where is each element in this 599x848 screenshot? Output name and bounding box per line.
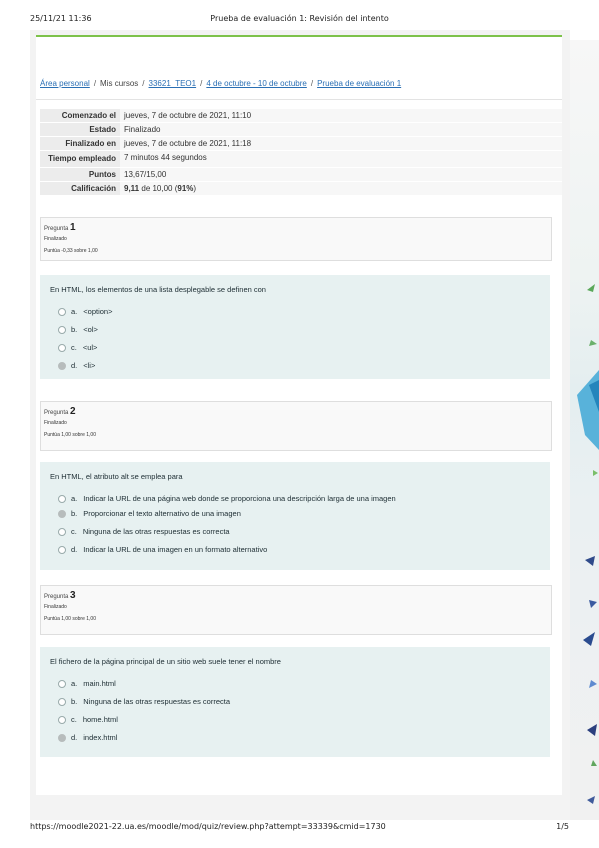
breadcrumb-separator: /	[142, 79, 145, 88]
question-text: En HTML, los elementos de una lista desplegable se definen con	[50, 285, 266, 294]
question-score: Puntúa -0,33 sobre 1,00	[44, 248, 98, 254]
divider	[36, 99, 562, 100]
quiz-review-panel	[36, 35, 562, 795]
question-content-3	[40, 647, 550, 757]
answer-option[interactable]	[58, 697, 230, 706]
answer-option[interactable]	[58, 679, 116, 688]
question-number	[44, 406, 551, 417]
answer-text: Indicar la URL de una imagen en un formato alternativo	[83, 545, 268, 554]
background-art-graphic	[567, 40, 599, 820]
print-doc-title: Prueba de evaluación 1: Revisión del intento	[210, 14, 389, 23]
print-footer	[30, 822, 569, 834]
radio-button-selected[interactable]	[58, 510, 66, 518]
answer-option[interactable]	[58, 715, 118, 724]
answer-letter: d.	[71, 361, 78, 370]
summary-row	[40, 182, 562, 196]
question-content-1	[40, 275, 550, 379]
question-content-2	[40, 462, 550, 570]
breadcrumb-separator: /	[310, 79, 314, 88]
summary-row	[40, 168, 562, 182]
answer-text: main.html	[83, 679, 116, 688]
summary-key: Finalizado en	[40, 137, 120, 151]
answer-text: <ol>	[83, 325, 98, 334]
summary-value-grade	[120, 182, 562, 196]
answer-letter: d.	[71, 733, 78, 742]
grade-max: de 10,00 (	[139, 184, 178, 193]
radio-button[interactable]	[58, 680, 66, 688]
summary-key: Estado	[40, 123, 120, 137]
breadcrumb-course[interactable]: 33621_TEO1	[148, 79, 197, 88]
question-info-2	[40, 401, 552, 451]
question-number-value: 1	[70, 222, 76, 233]
summary-key: Puntos	[40, 168, 120, 182]
radio-button[interactable]	[58, 546, 66, 554]
question-number-value: 3	[70, 590, 76, 601]
answer-text: index.html	[83, 733, 118, 742]
radio-button[interactable]	[58, 698, 66, 706]
answer-letter: a.	[71, 307, 78, 316]
question-number	[44, 590, 551, 601]
summary-value: 13,67/15,00	[120, 168, 562, 182]
accent-bar	[36, 35, 562, 37]
answer-text: <li>	[83, 361, 96, 370]
radio-button[interactable]	[58, 716, 66, 724]
summary-value: jueves, 7 de octubre de 2021, 11:18	[120, 137, 562, 151]
summary-row	[40, 123, 562, 137]
answer-text: Ninguna de las otras respuestas es correcta	[83, 697, 231, 706]
grade-percent: 91%	[177, 184, 194, 193]
answer-letter: c.	[71, 343, 77, 352]
question-label: Pregunta	[44, 226, 69, 232]
question-info-3	[40, 585, 552, 635]
question-info-1	[40, 217, 552, 261]
print-url: https://moodle2021-22.ua.es/moodle/mod/quiz/review.php?attempt=33339&cmid=1730	[30, 822, 386, 831]
grade-close: )	[193, 184, 197, 193]
answer-letter: d.	[71, 545, 78, 554]
print-page-number: 1/5	[556, 822, 569, 831]
question-number-value: 2	[70, 406, 76, 417]
question-label: Pregunta	[44, 410, 69, 416]
answer-text: Indicar la URL de una página web donde se proporciona una descripción larga de una imagen	[83, 494, 396, 503]
question-text: El fichero de la página principal de un sitio web suele tener el nombre	[50, 657, 281, 666]
answer-option[interactable]	[58, 325, 98, 334]
summary-key: Tiempo empleado	[40, 151, 120, 168]
summary-row	[40, 109, 562, 123]
summary-value: jueves, 7 de octubre de 2021, 11:10	[120, 109, 562, 123]
answer-option-selected[interactable]	[58, 509, 241, 518]
summary-key: Calificación	[40, 182, 120, 196]
answer-option[interactable]	[58, 494, 396, 503]
answer-text: <option>	[83, 307, 113, 316]
question-status: Finalizado	[44, 420, 67, 426]
answer-text: Ninguna de las otras respuestas es correcta	[82, 527, 230, 536]
answer-text: home.html	[82, 715, 118, 724]
breadcrumb-quiz[interactable]: Prueba de evaluación 1	[317, 79, 402, 88]
answer-option[interactable]	[58, 307, 112, 316]
answer-option[interactable]	[58, 527, 230, 536]
summary-row	[40, 137, 562, 151]
answer-option[interactable]	[58, 545, 267, 554]
question-score: Puntúa 1,00 sobre 1,00	[44, 432, 96, 438]
answer-option[interactable]	[58, 343, 97, 352]
summary-row	[40, 151, 562, 168]
breadcrumb-separator: /	[200, 79, 203, 88]
question-number	[44, 222, 551, 233]
radio-button[interactable]	[58, 308, 66, 316]
answer-letter: a.	[71, 679, 78, 688]
breadcrumb-separator: /	[93, 79, 97, 88]
answer-letter: c.	[71, 527, 77, 536]
grade-value: 9,11	[124, 184, 140, 193]
print-datetime: 25/11/21 11:36	[30, 14, 92, 23]
answer-text: Proporcionar el texto alternativo de una imagen	[83, 509, 241, 518]
radio-button[interactable]	[58, 344, 66, 352]
radio-button[interactable]	[58, 528, 66, 536]
answer-letter: b.	[71, 509, 78, 518]
answer-letter: c.	[71, 715, 77, 724]
breadcrumb-mis-cursos: Mis cursos	[100, 79, 139, 88]
radio-button-selected[interactable]	[58, 734, 66, 742]
summary-key: Comenzado el	[40, 109, 120, 123]
answer-letter: b.	[71, 325, 78, 334]
question-score: Puntúa 1,00 sobre 1,00	[44, 616, 96, 622]
background-art	[567, 40, 599, 820]
question-status: Finalizado	[44, 236, 67, 242]
breadcrumb-section[interactable]: 4 de octubre - 10 de octubre	[206, 79, 307, 88]
summary-value: 7 minutos 44 segundos	[120, 151, 562, 168]
radio-button-selected[interactable]	[58, 362, 66, 370]
summary-value: Finalizado	[120, 123, 562, 137]
question-text: En HTML, el atributo alt se emplea para	[50, 472, 183, 481]
answer-option-selected[interactable]	[58, 733, 117, 742]
answer-option-selected[interactable]	[58, 361, 95, 370]
question-status: Finalizado	[44, 604, 67, 610]
answer-text: <ul>	[82, 343, 98, 352]
radio-button[interactable]	[58, 495, 66, 503]
answer-letter: a.	[71, 494, 78, 503]
breadcrumb	[40, 79, 401, 88]
attempt-summary-table	[40, 109, 562, 196]
answer-letter: b.	[71, 697, 78, 706]
radio-button[interactable]	[58, 326, 66, 334]
print-header	[30, 14, 569, 26]
breadcrumb-area-personal[interactable]: Área personal	[40, 79, 90, 88]
question-label: Pregunta	[44, 594, 69, 600]
